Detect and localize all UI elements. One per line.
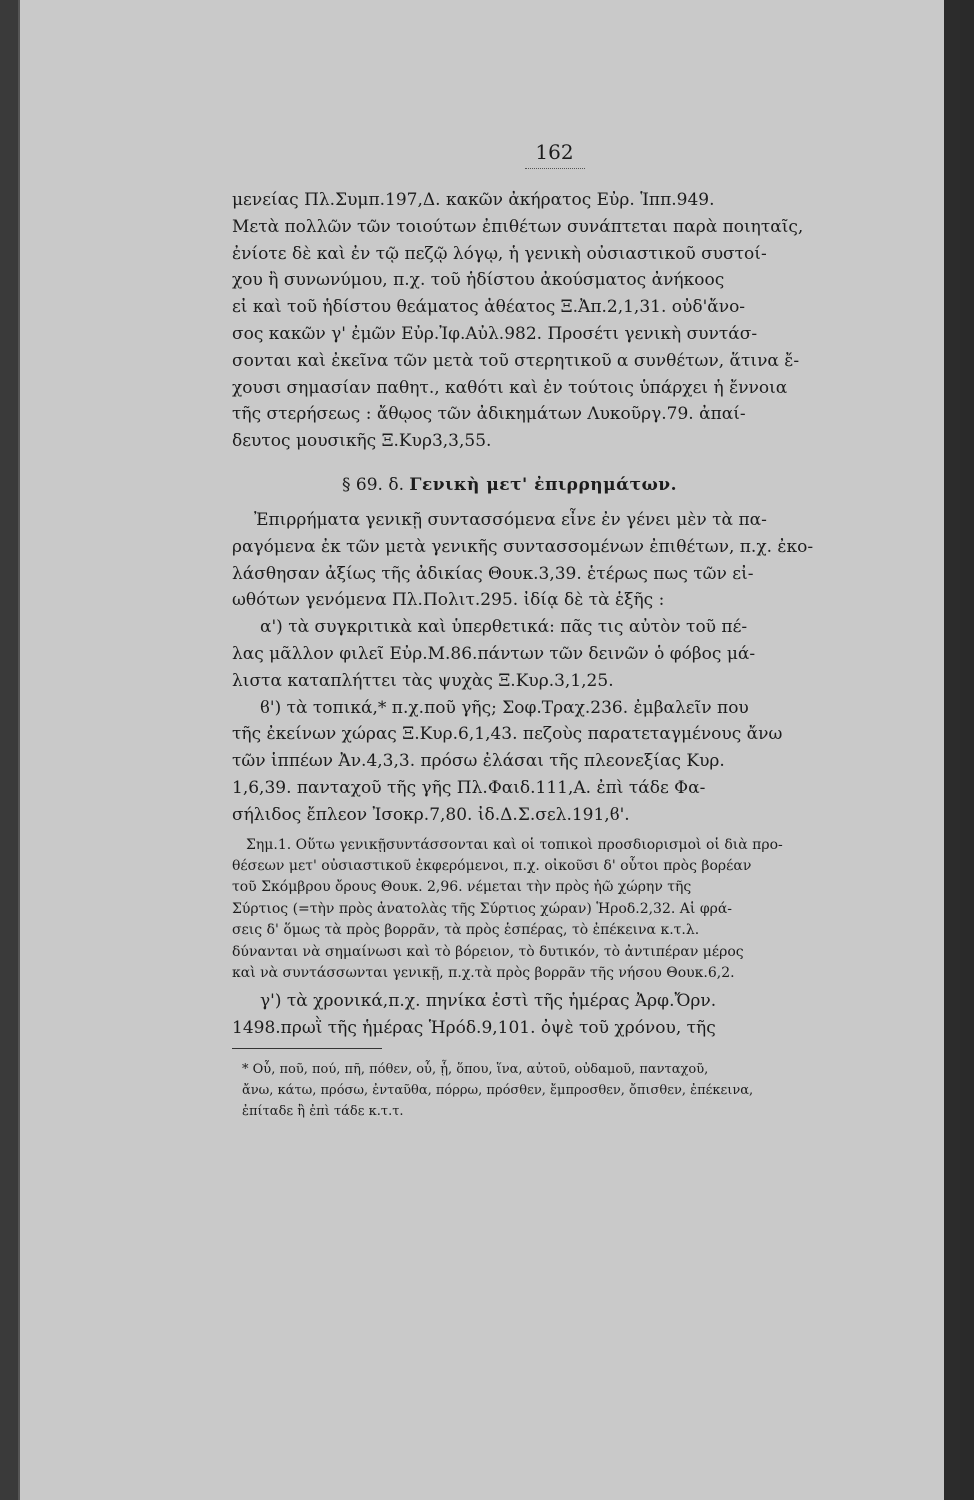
section-line: ραγόμενα ἐκ τῶν μετὰ γενικῆς συντασσομένων ἐπιθέτων, π.χ. ἐκο- <box>232 536 814 557</box>
footnote-line: ἐπίταδε ἢ ἐπὶ τάδε κ.τ.τ. <box>242 1103 404 1119</box>
note-line: τοῦ Σκόμβρου ὄρους Θουκ. 2,96. νέμεται τὴν πρὸς ἠῶ χώρην τῆς <box>232 879 692 896</box>
footnote-rule <box>232 1048 382 1049</box>
body-line: Μετὰ πολλῶν τῶν τοιούτων ἐπιθέτων συνάπτεται παρὰ ποιηταῖς, <box>232 216 804 237</box>
section-line: τῆς ἐκείνων χώρας Ξ.Κυρ.6,1,43. πεζοὺς παρατεταγμένους ἄνω <box>232 724 783 745</box>
note-line: δύνανται νὰ σημαίνωσι καὶ τὸ βόρειον, τὸ δυτικόν, τὸ ἀντιπέραν μέρος <box>232 943 744 960</box>
page-number: 162 <box>535 140 574 164</box>
section-line: Ἐπιρρήματα γενικῇ συντασσόμενα εἶνε ἐν γένει μὲν τὰ πα- <box>254 509 767 530</box>
section-line: τῶν ἱππέων Ἀν.4,3,3. πρόσω ἐλάσαι τῆς πλεονεξίας Κυρ. <box>232 751 725 772</box>
body-line: τῆς στερήσεως : ἄθῳος τῶν ἀδικημάτων Λυκοῦργ.79. ἀπαί- <box>232 404 746 425</box>
body-line: μενείας Πλ.Συμπ.197,Δ. κακῶν ἀκήρατος Εὐρ. Ἱππ.949. <box>232 190 715 210</box>
section-line: ωθότων γενόμενα Πλ.Πολιτ.295. ἰδίᾳ δὲ τὰ ἑξῆς : <box>232 590 665 611</box>
note-line: καὶ νὰ συντάσσωνται γενικῇ, π.χ.τὰ πρὸς βορρᾶν τῆς νήσου Θουκ.6,2. <box>232 964 735 981</box>
body-paragraph <box>232 187 877 455</box>
section-line: σήλιδος ἔπλεον Ἰσοκρ.7,80. ἰδ.Δ.Σ.σελ.191,ϐ'. <box>232 804 630 825</box>
body-line: σονται καὶ ἐκεῖνα τῶν μετὰ τοῦ στερητικοῦ α συνθέτων, ἅτινα ἔ- <box>232 350 800 371</box>
note-block <box>232 835 877 985</box>
closing-paragraph <box>232 988 877 1042</box>
section-number: § 69. δ. <box>342 474 404 495</box>
section-line: λάσθησαν ἀξίως τῆς ἀδικίας Θουκ.3,39. ἑτέρως πως τῶν εἰ- <box>232 563 754 584</box>
body-line: χουσι σημασίαν παθητ., καθότι καὶ ἐν τούτοις ὑπάρχει ἡ ἔννοια <box>232 377 788 398</box>
section-line: λας μᾶλλον φιλεῖ Εὐρ.Μ.86.πάντων τῶν δεινῶν ὁ φόβος μά- <box>232 643 756 664</box>
note-line: σεις δ' ὅμως τὰ πρὸς βορρᾶν, τὰ πρὸς ἑσπέρας, τὸ ἐπέκεινα κ.τ.λ. <box>232 922 700 939</box>
page-number-rule <box>525 168 585 169</box>
body-line: δευτος μουσικῆς Ξ.Κυρ3,3,55. <box>232 431 492 452</box>
footnotes <box>232 1059 877 1122</box>
closing-line: 1498.πρωῒ τῆς ἡμέρας Ἡρόδ.9,101. ὀψὲ τοῦ χρόνου, τῆς <box>232 1018 716 1039</box>
body-line: χου ἢ συνωνύμου, π.χ. τοῦ ἡδίστου ἀκούσματος ἀνήκοος <box>232 270 725 291</box>
page-content <box>232 140 877 1122</box>
section-line: ϐ') τὰ τοπικά,* π.χ.ποῦ γῆς; Σοφ.Τραχ.236. ἐμβαλεῖν που <box>260 697 749 718</box>
footnote-line: * Οὗ, ποῦ, πού, πῆ, πόθεν, οὗ, ᾗ, ὅπου, ἵνα, αὐτοῦ, οὐδαμοῦ, πανταχοῦ, <box>242 1061 709 1077</box>
body-line: σος κακῶν γ' ἐμῶν Εὐρ.Ἰφ.Αὐλ.982. Προσέτι γενικὴ συντάσ- <box>232 323 758 344</box>
closing-line: γ') τὰ χρονικά,π.χ. πηνίκα ἐστὶ τῆς ἡμέρας Ἀρφ.Ὄρν. <box>260 991 717 1012</box>
section-line: 1,6,39. πανταχοῦ τῆς γῆς Πλ.Φαιδ.111,Α. ἐπὶ τάδε Φα- <box>232 777 706 798</box>
section-paragraph <box>232 507 877 829</box>
section-title: Γενικὴ μετ' ἐπιρρημάτων. <box>409 474 678 495</box>
body-line: εἰ καὶ τοῦ ἡδίστου θεάματος ἀθέατος Ξ.Ἀπ.2,1,31. οὐδ'ἄνο- <box>232 297 746 318</box>
section-line: α') τὰ συγκριτικὰ καὶ ὑπερθετικά: πᾶς τις αὐτὸν τοῦ πέ- <box>260 617 748 638</box>
body-line: ἐνίοτε δὲ καὶ ἐν τῷ πεζῷ λόγῳ, ἡ γενικὴ οὐσιαστικοῦ συστοί- <box>232 243 767 264</box>
section-line: λιστα καταπλήττει τὰς ψυχὰς Ξ.Κυρ.3,1,25. <box>232 670 614 691</box>
footnote-line: ἄνω, κάτω, πρόσω, ἐνταῦθα, πόρρω, πρόσθεν, ἔμπροσθεν, ὄπισθεν, ἐπέκεινα, <box>242 1082 754 1098</box>
scanned-page <box>18 0 960 1500</box>
book-spine-shadow <box>0 0 18 1500</box>
page-edge-shadow <box>944 0 960 1500</box>
note-line: Σύρτιος (=τὴν πρὸς ἀνατολὰς τῆς Σύρτιος χώραν) Ἡροδ.2,32. Αἱ φρά- <box>232 900 733 917</box>
note-line: θέσεων μετ' οὐσιαστικοῦ ἐκφερόμενοι, π.χ. οἰκοῦσι δ' οὗτοι πρὸς βορέαν <box>232 857 752 874</box>
section-heading <box>232 475 877 495</box>
note-line: Σημ.1. Οὕτω γενικῇσυντάσσονται καὶ οἱ τοπικοὶ προσδιορισμοὶ οἱ διὰ προ- <box>246 836 783 853</box>
